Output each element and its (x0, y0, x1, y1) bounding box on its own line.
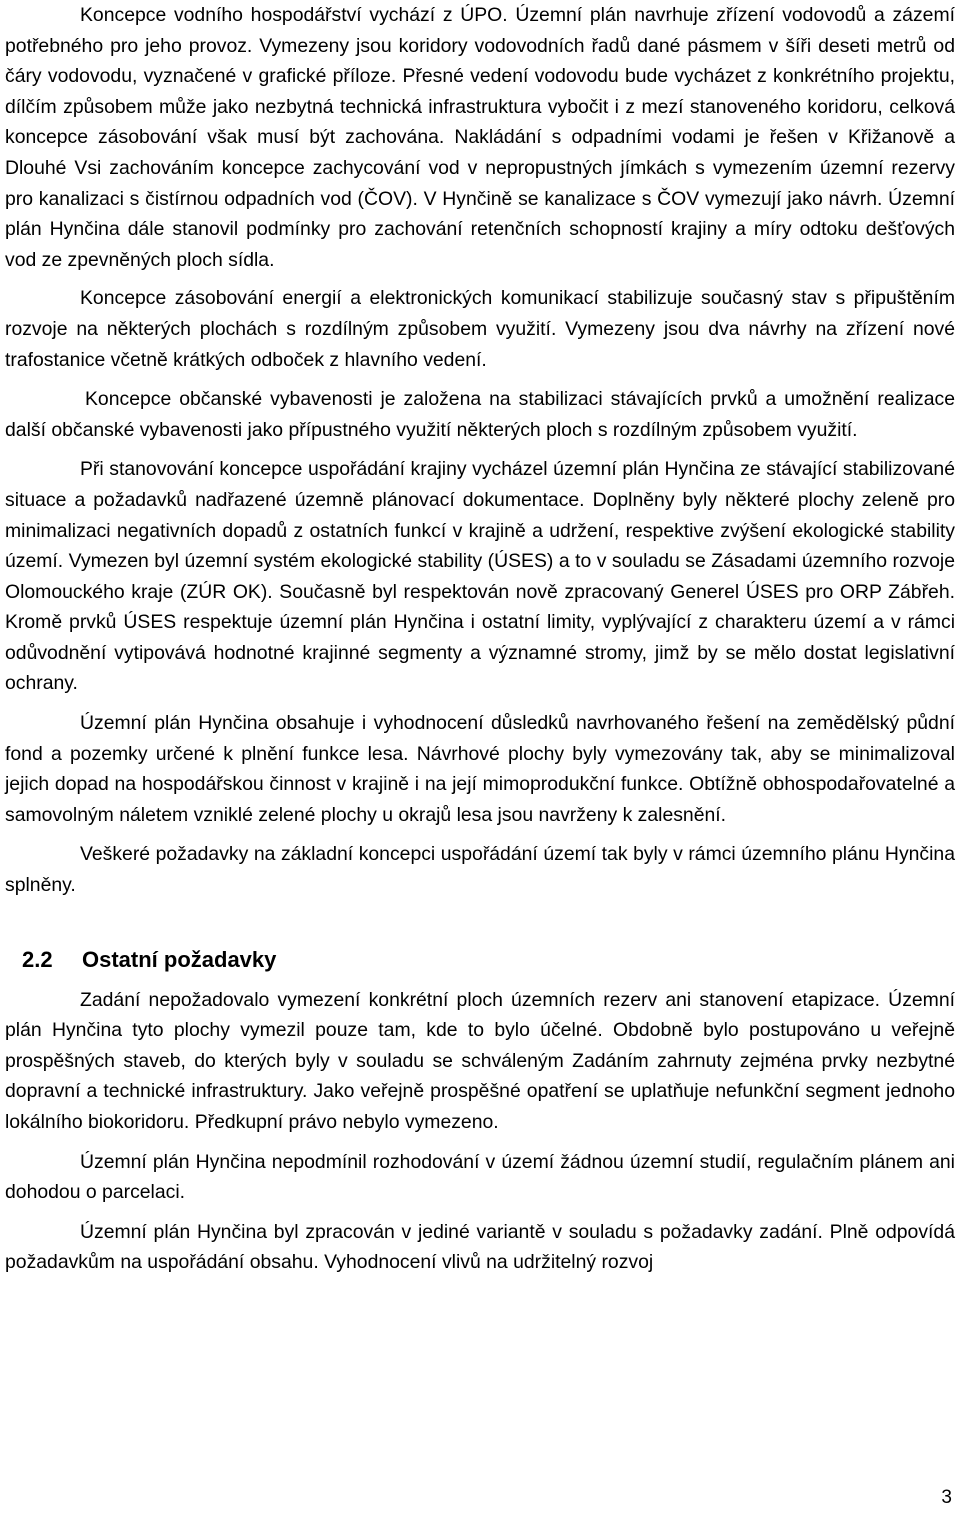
paragraph-no-studies: Územní plán Hynčina nepodmínil rozhodování v území žádnou územní studií, regulačním plánem ani dohodou o parcelaci. (5, 1150, 955, 1204)
section-heading (5, 943, 955, 977)
section-number: 2.2 (22, 946, 53, 972)
paragraph-requirements-fulfilled: Veškeré požadavky na základní koncepci uspořádání území tak byly v rámci územního plánu Hynčina splněny. (5, 843, 955, 897)
paragraph-agricultural-land: Územní plán Hynčina obsahuje i vyhodnocení důsledků navrhovaného řešení na zemědělský půdní fond a pozemky určené k plnění funkce lesa. Návrhové plochy byly vymezovány tak, aby se minimalizoval jejich dopad na hospodářskou činnost v krajině i na její mimoprodukční funkce. Obtížně obhospodařovatelné a samovolným náletem vzniklé zelené plochy u okrajů lesa jsou navrženy k zalesnění. (5, 712, 955, 826)
paragraph-water-management: Koncepce vodního hospodářství vychází z ÚPO. Územní plán navrhuje zřízení vodovodů a zázemí potřebného pro jeho provoz. Vymezeny jsou koridory vodovodních řadů dané pásmem v šíři deseti metrů od čáry vodovodu, vyznačené v grafické příloze. Přesné vedení vodovodu bude vycházet z konkrétního projektu, dílčím způsobem může jako nezbytná technická infrastruktura vybočit i z mezí stanoveného koridoru, celková koncepce zásobování však musí být zachována. Nakládání s odpadními vodami je řešen v Křižanově a Dlouhé Vsi zachováním koncepce zachycování vod v nepropustných jímkách s vymezením územní rezervy pro kanalizaci s čistírnou odpadních vod (ČOV). V Hynčině se kanalizace s ČOV vymezují jako návrh. Územní plán Hynčina dále stanovil podmínky pro zachování retenčních schopností krajiny a míry odtoku dešťových vod ze zpevněných ploch sídla. (5, 4, 955, 271)
paragraph-single-variant: Územní plán Hynčina byl zpracován v jediné variantě v souladu s požadavky zadání. Plně odpovídá požadavkům na uspořádání obsahu. Vyhodnocení vlivů na udržitelný rozvoj (5, 1220, 955, 1274)
paragraph-energy-communications: Koncepce zásobování energií a elektronických komunikací stabilizuje současný stav s připuštěním rozvoje na některých plochách s rozdílným způsobem využití. Vymezeny jsou dva návrhy na zřízení nové trafostanice včetně krátkých odboček z hlavního vedení. (5, 287, 955, 371)
paragraph-reserves-staging: Zadání nepožadovalo vymezení konkrétní ploch územních rezerv ani stanovení etapizace. Územní plán Hynčina tyto plochy vymezil pouze tam, kde to bylo účelné. Obdobně bylo postupováno u veřejně prospěšných staveb, do kterých byly v souladu se schváleným Zadáním zahrnuty zejména prvky nezbytné dopravní a technické infrastruktury. Jako veřejně prospěšné opatření se uplatňuje nefunkční segment jednoho lokálního biokoridoru. Předkupní právo nebylo vymezeno. (5, 988, 955, 1133)
page-number: 3 (941, 1487, 952, 1508)
paragraph-landscape-concept: Při stanovování koncepce uspořádání krajiny vycházel územní plán Hynčina ze stávající stabilizované situace a požadavků nadřazené územně plánovací dokumentace. Doplněny byly některé plochy zeleně pro minimalizaci negativních dopadů z ostatních funkcí v krajině a udržení, respektive zvýšení ekologické stability území. Vymezen byl územní systém ekologické stability (ÚSES) a to v souladu se Zásadami územního rozvoje Olomouckého kraje (ZÚR OK). Současně byl respektován nově zpracovaný Generel ÚSES pro ORP Zábřeh. Kromě prvků ÚSES respektuje územní plán Hynčina i ostatní limity, vyplývající z charakteru území a v rámci odůvodnění vytipovává hodnotné krajinné segmenty a významné stromy, jimž by se mělo dostat legislativní ochrany. (5, 458, 955, 695)
paragraph-civic-amenities: Koncepce občanské vybavenosti je založena na stabilizaci stávajících prvků a umožnění realizace další občanské vybavenosti jako přípustného využití některých ploch s rozdílným způsobem využití. (5, 388, 955, 441)
document-page (5, 0, 955, 1278)
section-title: Ostatní požadavky (82, 946, 277, 972)
